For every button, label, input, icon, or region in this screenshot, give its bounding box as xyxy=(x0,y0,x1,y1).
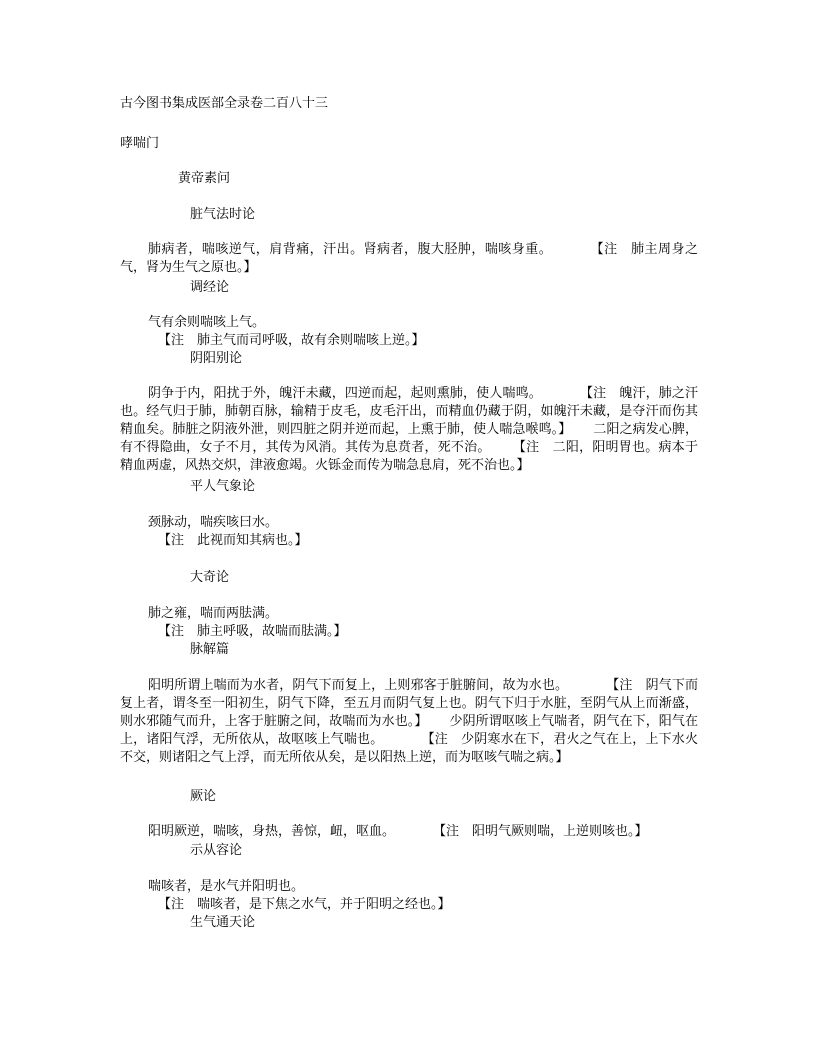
annotation: 【注 肺主呼吸，故喘而胠满。】 xyxy=(158,624,347,639)
annotation: 【注 二阳，阳明胃也。病本于精血两虚，风热交炽，津液愈竭。火铄金而传为喘急息肩，死不治也。】 xyxy=(120,440,698,473)
main-text: 颈脉动，喘疾咳曰水。 xyxy=(148,515,279,530)
chapter-heading: 生气通天论 xyxy=(190,915,256,930)
main-text: 阴争于内，阳扰于外，魄汗未藏，四逆而起，起则熏肺，使人喘鸣。 xyxy=(148,386,542,401)
chapter-heading: 厥论 xyxy=(190,789,217,804)
book-title: 黄帝素问 xyxy=(178,171,231,186)
chapter-heading: 脉解篇 xyxy=(190,642,230,657)
paragraph xyxy=(120,385,698,475)
paragraph xyxy=(120,241,698,277)
annotation: 【注 肺主气而司呼吸，故有余则喘咳上逆。】 xyxy=(158,333,425,348)
annotation: 【注 魄汗，肺之汗也。经气归于肺，肺朝百脉，输精于皮毛，皮毛汗出，而精血仍藏于阴，如魄汗未藏，是夺汗而伤其精血矣。肺脏之阴液外泄，则四脏之阴并逆而起，上熏于肺，使人喘急喉鸣。】 xyxy=(120,386,698,437)
main-text: 气有余则喘咳上气。 xyxy=(148,315,266,330)
annotation: 【注 喘咳者，是下焦之水气，并于阳明之经也。】 xyxy=(158,897,451,912)
chapter-heading: 脏气法时论 xyxy=(190,207,256,222)
main-text: 阳明所谓上喘而为水者，阴气下而复上，上则邪客于脏腑间，故为水也。 xyxy=(148,678,569,693)
annotation: 【注 阴气下而复上者，谓冬至一阳初生，阴气下降，至五月而阴气复上也。阴气下归于水脏，至阴气从上而渐盛，则水邪随气而升，上客于脏腑之间，故喘而为水也。】 xyxy=(120,678,698,729)
document-title: 古今图书集成医部全录卷二百八十三 xyxy=(120,96,329,111)
main-text: 阳明厥逆，喘咳，身热，善惊，衄，呕血。 xyxy=(148,824,396,839)
annotation: 【注 肺主周身之气，肾为生气之原也。】 xyxy=(120,242,698,275)
main-text: 喘咳者，是水气并阳明也。 xyxy=(148,879,305,894)
main-text: 肺之雍，喘而两胠满。 xyxy=(148,606,279,621)
chapter-heading: 调经论 xyxy=(190,280,230,295)
paragraph xyxy=(120,677,698,767)
main-text: 肺病者，喘咳逆气，肩背痛，汗出。肾病者，腹大胫肿，喘咳身重。 xyxy=(148,242,553,257)
chapter-heading: 平人气象论 xyxy=(190,479,256,494)
annotation: 【注 少阴寒水在下，君火之气在上，上下水火不交，则诸阳之气上浮，而无所依从矣，是以阳热上逆，而为呕咳气喘之病。】 xyxy=(120,732,698,765)
paragraph xyxy=(120,823,698,841)
annotation: 【注 阳明气厥则喘，上逆则咳也。】 xyxy=(433,824,648,839)
main-text: 少阴所谓呕咳上气喘者，阴气在下，阳气在上，诸阳气浮，无所依从，故呕咳上气喘也。 xyxy=(120,714,698,747)
chapter-heading: 大奇论 xyxy=(190,570,230,585)
main-text: 二阳之病发心脾，有不得隐曲，女子不月，其传为风消。其传为息贲者，死不治。 xyxy=(120,422,698,455)
chapter-heading: 示从容论 xyxy=(190,843,243,858)
annotation: 【注 此视而知其病也。】 xyxy=(158,533,308,548)
section-title: 哮喘门 xyxy=(120,136,160,151)
chapter-heading: 阴阳别论 xyxy=(190,351,243,366)
